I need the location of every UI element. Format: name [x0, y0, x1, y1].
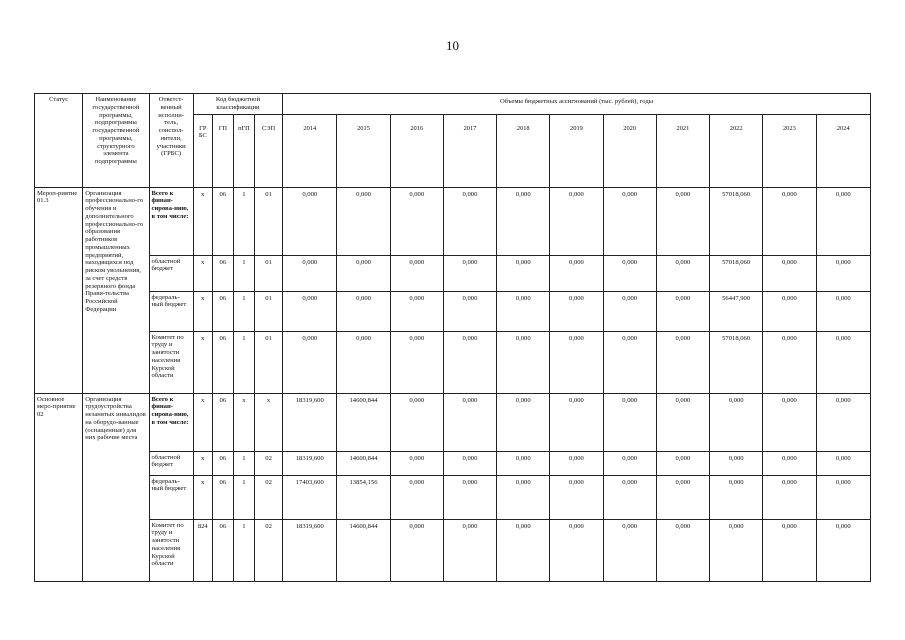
header-sep: СЭП	[254, 114, 282, 187]
value-cell: 0,000	[816, 291, 871, 331]
value-cell: 0,000	[550, 291, 603, 331]
value-cell: 0,000	[603, 255, 656, 291]
code-grbs: х	[193, 187, 212, 255]
value-cell: 14600,844	[337, 451, 390, 475]
table-row	[35, 519, 871, 581]
value-cell: 56447,900	[710, 291, 763, 331]
header-gp: ГП	[212, 114, 233, 187]
value-cell: 0,000	[816, 475, 871, 519]
value-cell: 57018,060	[710, 187, 763, 255]
value-cell: 0,000	[390, 331, 443, 393]
value-cell: 0,000	[390, 393, 443, 451]
header-budget-code: Код бюджетной классификации	[193, 94, 282, 115]
value-cell: 0,000	[443, 393, 496, 451]
header-year: 2018	[497, 114, 550, 187]
value-cell: 0,000	[816, 451, 871, 475]
code-sep: 02	[254, 475, 282, 519]
code-gp: 06	[212, 255, 233, 291]
value-cell: 0,000	[283, 255, 337, 291]
value-cell: 0,000	[550, 451, 603, 475]
header-pgp: пГП	[233, 114, 254, 187]
code-grbs: х	[193, 291, 212, 331]
code-gp: 06	[212, 187, 233, 255]
value-cell: 0,000	[337, 331, 390, 393]
budget-table	[34, 93, 871, 582]
header-year: 2022	[710, 114, 763, 187]
value-cell: 0,000	[656, 451, 709, 475]
value-cell: 0,000	[550, 393, 603, 451]
code-gp: 06	[212, 475, 233, 519]
header-year: 2015	[337, 114, 390, 187]
code-pgp: 1	[233, 475, 254, 519]
value-cell: 0,000	[763, 187, 816, 255]
value-cell: 0,000	[443, 255, 496, 291]
value-cell: 0,000	[443, 519, 496, 581]
row-executor: Всего к финан-сирова-нию, в том числе:	[149, 393, 193, 451]
value-cell: 0,000	[816, 393, 871, 451]
code-grbs: х	[193, 475, 212, 519]
value-cell: 0,000	[763, 291, 816, 331]
code-gp: 06	[212, 393, 233, 451]
table-row	[35, 291, 871, 331]
value-cell: 0,000	[763, 331, 816, 393]
value-cell: 14600,844	[337, 519, 390, 581]
header-year: 2019	[550, 114, 603, 187]
value-cell: 0,000	[550, 475, 603, 519]
value-cell: 0,000	[550, 187, 603, 255]
value-cell: 0,000	[443, 475, 496, 519]
value-cell: 0,000	[497, 255, 550, 291]
table-row	[35, 393, 871, 451]
value-cell: 14600,844	[337, 393, 390, 451]
value-cell: 0,000	[763, 519, 816, 581]
value-cell: 0,000	[763, 393, 816, 451]
value-cell: 18319,600	[283, 393, 337, 451]
row-executor: областной бюджет	[149, 451, 193, 475]
value-cell: 0,000	[656, 331, 709, 393]
row-status: Мероп-риятие 01.3	[35, 187, 83, 393]
row-executor: Комитет по труду и занятости населения Курской области	[149, 331, 193, 393]
value-cell: 0,000	[816, 331, 871, 393]
code-grbs: х	[193, 393, 212, 451]
value-cell: 0,000	[497, 451, 550, 475]
header-year: 2024	[816, 114, 871, 187]
value-cell: 0,000	[603, 451, 656, 475]
table-row	[35, 331, 871, 393]
value-cell: 18319,600	[283, 519, 337, 581]
header-year: 2017	[443, 114, 496, 187]
code-gp: 06	[212, 519, 233, 581]
value-cell: 0,000	[603, 475, 656, 519]
value-cell: 0,000	[710, 519, 763, 581]
header-executor: Ответст-венный исполни-тель, соиспол-нители, участники (ГРБС)	[149, 94, 193, 188]
header-year: 2021	[656, 114, 709, 187]
value-cell: 0,000	[603, 291, 656, 331]
row-executor: федераль-ный бюджет	[149, 291, 193, 331]
value-cell: 0,000	[603, 187, 656, 255]
value-cell: 0,000	[656, 255, 709, 291]
row-executor: федераль-ный бюджет	[149, 475, 193, 519]
value-cell: 0,000	[390, 255, 443, 291]
value-cell: 57018,060	[710, 331, 763, 393]
value-cell: 0,000	[497, 331, 550, 393]
code-pgp: 1	[233, 519, 254, 581]
header-year: 2020	[603, 114, 656, 187]
table-row	[35, 475, 871, 519]
code-pgp: 1	[233, 255, 254, 291]
value-cell: 0,000	[710, 451, 763, 475]
code-sep: 01	[254, 255, 282, 291]
value-cell: 0,000	[337, 187, 390, 255]
value-cell: 0,000	[550, 255, 603, 291]
header-year: 2016	[390, 114, 443, 187]
value-cell: 0,000	[337, 255, 390, 291]
value-cell: 0,000	[603, 393, 656, 451]
value-cell: 0,000	[656, 519, 709, 581]
header-grbs: ГР БС	[193, 114, 212, 187]
value-cell: 0,000	[390, 291, 443, 331]
header-volumes: Объемы бюджетных ассигнований (тыс. рублей), годы	[283, 94, 871, 115]
value-cell: 0,000	[390, 475, 443, 519]
code-grbs: х	[193, 451, 212, 475]
value-cell: 0,000	[710, 475, 763, 519]
value-cell: 0,000	[710, 393, 763, 451]
value-cell: 0,000	[497, 393, 550, 451]
table-row	[35, 187, 871, 255]
code-sep: х	[254, 393, 282, 451]
value-cell: 0,000	[763, 451, 816, 475]
value-cell: 0,000	[283, 187, 337, 255]
value-cell: 0,000	[656, 187, 709, 255]
row-name: Организация трудоустройства незанятых инвалидов на оборудо-ванные (оснащенные) для них рабочие места	[83, 393, 149, 581]
code-grbs: х	[193, 255, 212, 291]
code-pgp: 1	[233, 291, 254, 331]
value-cell: 0,000	[283, 291, 337, 331]
value-cell: 0,000	[497, 519, 550, 581]
value-cell: 0,000	[497, 187, 550, 255]
code-gp: 06	[212, 451, 233, 475]
value-cell: 0,000	[550, 519, 603, 581]
value-cell: 0,000	[816, 519, 871, 581]
code-grbs: 824	[193, 519, 212, 581]
code-pgp: 1	[233, 451, 254, 475]
header-year: 2014	[283, 114, 337, 187]
value-cell: 0,000	[550, 331, 603, 393]
value-cell: 0,000	[390, 187, 443, 255]
value-cell: 0,000	[656, 393, 709, 451]
value-cell: 0,000	[443, 451, 496, 475]
row-status: Основное меро-приятие 02	[35, 393, 83, 581]
value-cell: 0,000	[337, 291, 390, 331]
value-cell: 0,000	[656, 475, 709, 519]
value-cell: 0,000	[763, 255, 816, 291]
code-pgp: 1	[233, 187, 254, 255]
value-cell: 0,000	[497, 291, 550, 331]
table-row	[35, 255, 871, 291]
value-cell: 0,000	[390, 519, 443, 581]
value-cell: 0,000	[603, 519, 656, 581]
value-cell: 0,000	[283, 331, 337, 393]
table-row	[35, 451, 871, 475]
header-name: Наименование государственной программы, подпрограммы государственной программы, структурного элемента подпрограммы	[83, 94, 149, 188]
code-sep: 01	[254, 291, 282, 331]
code-sep: 01	[254, 331, 282, 393]
value-cell: 0,000	[763, 475, 816, 519]
code-pgp: 1	[233, 331, 254, 393]
row-name: Организация профессионально-го обучения и дополнительного профессионально-го образования работников промышленных предприятий, находящихся под риском увольнения, за счет средств резервного фонда Прави-тельства Российской Федерации	[83, 187, 149, 393]
row-executor: Комитет по труду и занятости населения Курской области	[149, 519, 193, 581]
value-cell: 0,000	[656, 291, 709, 331]
code-gp: 06	[212, 331, 233, 393]
code-sep: 02	[254, 519, 282, 581]
code-sep: 02	[254, 451, 282, 475]
table-body	[35, 187, 871, 581]
header-status: Статус	[35, 94, 83, 188]
code-pgp: х	[233, 393, 254, 451]
value-cell: 0,000	[816, 255, 871, 291]
value-cell: 0,000	[603, 331, 656, 393]
header-year: 2023	[763, 114, 816, 187]
code-sep: 01	[254, 187, 282, 255]
value-cell: 17403,600	[283, 475, 337, 519]
code-grbs: х	[193, 331, 212, 393]
value-cell: 0,000	[816, 187, 871, 255]
row-executor: Всего к финан-сирова-нию, в том числе:	[149, 187, 193, 255]
value-cell: 0,000	[390, 451, 443, 475]
value-cell: 0,000	[497, 475, 550, 519]
value-cell: 0,000	[443, 291, 496, 331]
value-cell: 0,000	[443, 187, 496, 255]
value-cell: 57018,060	[710, 255, 763, 291]
value-cell: 18319,600	[283, 451, 337, 475]
code-gp: 06	[212, 291, 233, 331]
value-cell: 0,000	[443, 331, 496, 393]
row-executor: областной бюджет	[149, 255, 193, 291]
page-number: 10	[446, 38, 459, 53]
value-cell: 13854,156	[337, 475, 390, 519]
